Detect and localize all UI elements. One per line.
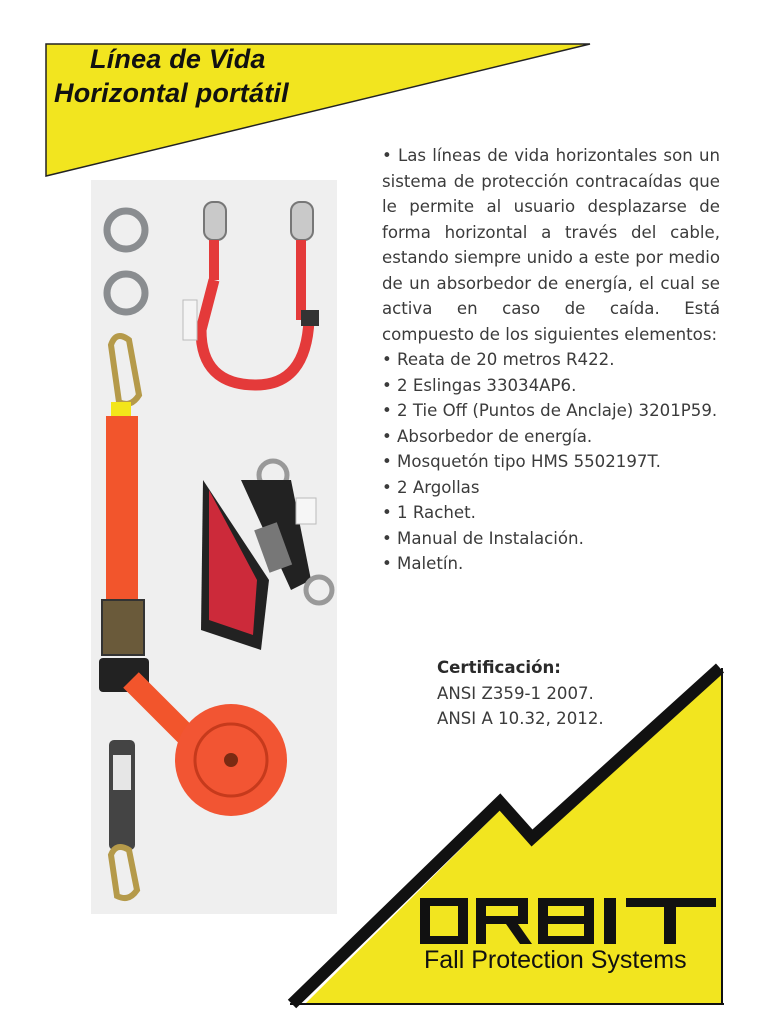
list-item: • Absorbedor de energía. (382, 426, 593, 446)
certification-line: ANSI A 10.32, 2012. (437, 709, 604, 728)
certification-line: ANSI Z359-1 2007. (437, 683, 594, 703)
list-item: • Manual de Instalación. (382, 528, 584, 548)
list-item: • 2 Argollas (382, 477, 480, 497)
list-item: • 1 Rachet. (382, 503, 476, 522)
list-item: • Reata de 20 metros R422. (382, 350, 615, 369)
list-item: • 2 Eslingas 33034AP6. (382, 375, 577, 395)
orbit-logo (420, 898, 716, 944)
list-item: • Maletín. (382, 554, 464, 573)
certification-title: Certificación: (437, 658, 561, 677)
description (382, 143, 720, 577)
components-list (382, 347, 720, 577)
list-item: • 2 Tie Off (Puntos de Anclaje) 3201P59. (382, 401, 718, 420)
list-item: • Mosquetón tipo HMS 5502197T. (382, 452, 661, 471)
description-intro: • Las líneas de vida horizontales son un sistema de protección contracaídas que le permite al usuario desplazarse de forma horizontal a través del cable, estando siempre unido a este por medio de un absorbedor de energía, el cual se activa en caso de caída. Está compuesto de los siguientes elementos: (382, 146, 720, 344)
title-line-2: Horizontal portátil (54, 78, 289, 108)
brand-tagline: Fall Protection Systems (424, 946, 687, 974)
title-line-1: Línea de Vida (90, 44, 266, 74)
